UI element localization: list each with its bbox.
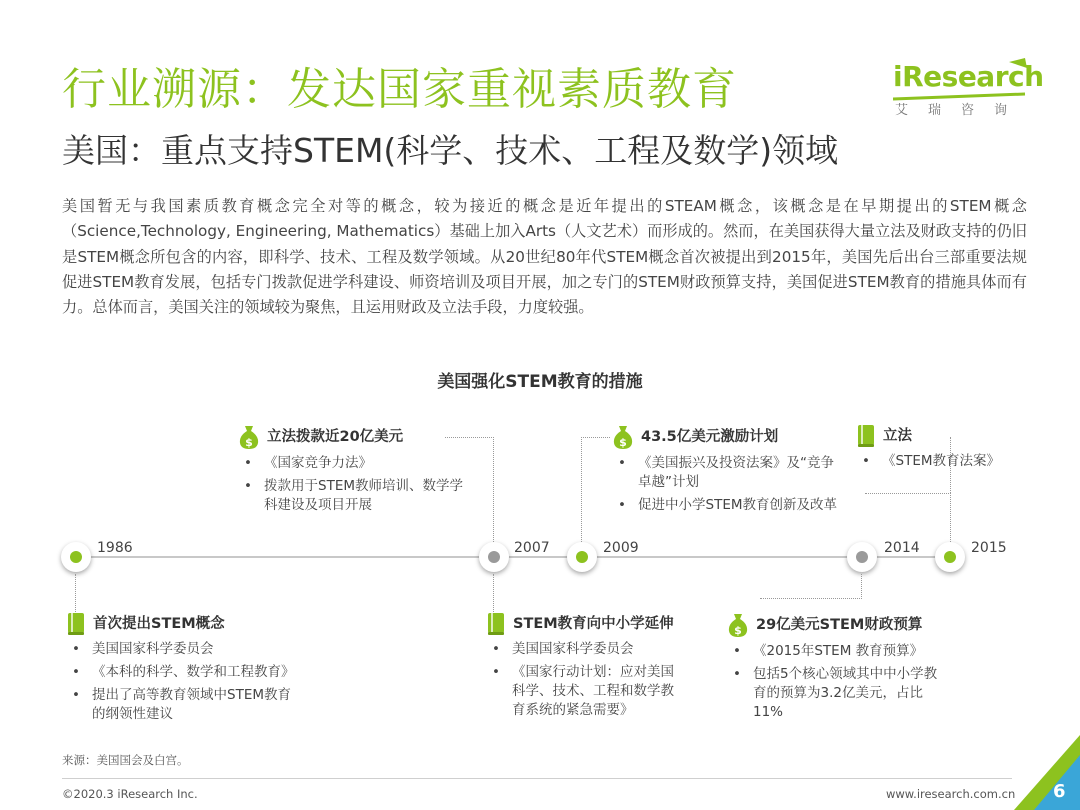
year-label: 2009 [603,540,639,556]
page-number: 6 [1053,781,1066,802]
timeline-dot-2007 [479,542,509,572]
timeline-dot-2015 [935,542,965,572]
event-bullet: • 《2015年STEM 教育预算》 [727,642,967,661]
corner-decoration-icon [1014,735,1080,810]
money-bag-icon [612,424,634,450]
event-title: STEM教育向中小学延伸 [513,616,674,632]
event-card-2009 [612,424,837,515]
event-bullet: • 《国家竞争力法》 [238,454,468,473]
copyright: ©2020.3 iResearch Inc. [62,787,198,801]
year-label: 1986 [97,540,133,556]
connector-2014 [760,574,862,599]
connector-2015-b [865,493,951,542]
timeline-dot-2009 [567,542,597,572]
svg-text:$: $ [245,436,253,449]
page-title: 行业溯源：发达国家重视素质教育 [62,64,737,115]
money-bag-icon [727,612,749,638]
intro-paragraph: 美国暂无与我国素质教育概念完全对等的概念，较为接近的概念是近年提出的STEAM概念，该概念是在早期提出的STEM概念（Science,Technology, Engineering, Mathematics）基础上加入Arts（人文艺术）而形成的。然而，在美国获得大量立法及财政支持的仍旧是STEM概念所包含的内容，即科学、技术、工程及数学领域。从20世纪80年代STEM概念首次被提出到2015年，美国先后出台三部重要法规促进STEM教育发展，包括专门拨款促进学科建设、师资培训及项目开展，加之专门的STEM财政预算支持，美国促进STEM教育的措施具体而有力。总体而言，美国关注的领域较为聚焦，且运用财政及立法手段，力度较强。 [62,197,1027,317]
logo-chinese: 艾瑞咨询 [895,103,1028,118]
money-bag-icon [238,424,260,450]
event-bullet: • 《美国振兴及投资法案》及“竞争卓越”计划 [612,454,837,492]
event-bullet: • 美国国家科学委员会 [66,640,356,659]
timeline-dot-1986 [61,542,91,572]
event-bullet: • 包括5个核心领域其中中小学教育的预算为3.2亿美元，占比11% [727,665,943,722]
logo-wordmark: iResearch [893,60,1044,93]
footer-divider [62,778,1012,779]
event-card-2015 [856,424,1036,471]
event-title: 43.5亿美元激励计划 [641,429,779,445]
page-subtitle: 美国：重点支持STEM(科学、技术、工程及数学)领域 [62,131,839,170]
event-card-1986 [66,612,356,724]
iresearch-logo [893,58,1044,128]
year-label: 2015 [971,540,1007,556]
timeline-dot-2014 [847,542,877,572]
event-bullet: • 提出了高等教育领域中STEM教育的纲领性建议 [66,686,302,724]
source-note: 来源：美国国会及白宫。 [62,753,189,767]
event-bullet: • 《本科的科学、数学和工程教育》 [66,663,356,682]
website-link[interactable]: www.iresearch.com.cn [886,787,1016,801]
connector-2007-down [493,574,495,612]
event-title: 立法拨款近20亿美元 [267,429,404,445]
svg-text:$: $ [619,436,627,449]
event-card-2007-bottom [486,612,716,720]
event-title: 立法 [883,428,912,444]
event-bullet: • 拨款用于STEM教师培训、数学学科建设及项目开展 [238,477,468,515]
year-label: 2014 [884,540,920,556]
year-label: 2007 [514,540,550,556]
book-icon [486,612,506,636]
connector-2009 [581,437,610,542]
timeline-title: 美国强化STEM教育的措施 [437,372,643,392]
event-title: 29亿美元STEM财政预算 [756,617,923,633]
event-bullet: • 促进中小学STEM教育创新及改革 [612,496,837,515]
book-icon [66,612,86,636]
event-bullet: • 《STEM教育法案》 [856,452,1036,471]
event-bullet: • 美国国家科学委员会 [486,640,716,659]
svg-text:$: $ [734,624,742,637]
book-icon [856,424,876,448]
event-card-2014 [727,612,967,722]
event-title: 首次提出STEM概念 [93,616,225,632]
event-card-2007 [238,424,468,515]
event-bullet: • 《国家行动计划：应对美国科学、技术、工程和数学教育系统的紧急需要》 [486,663,682,720]
